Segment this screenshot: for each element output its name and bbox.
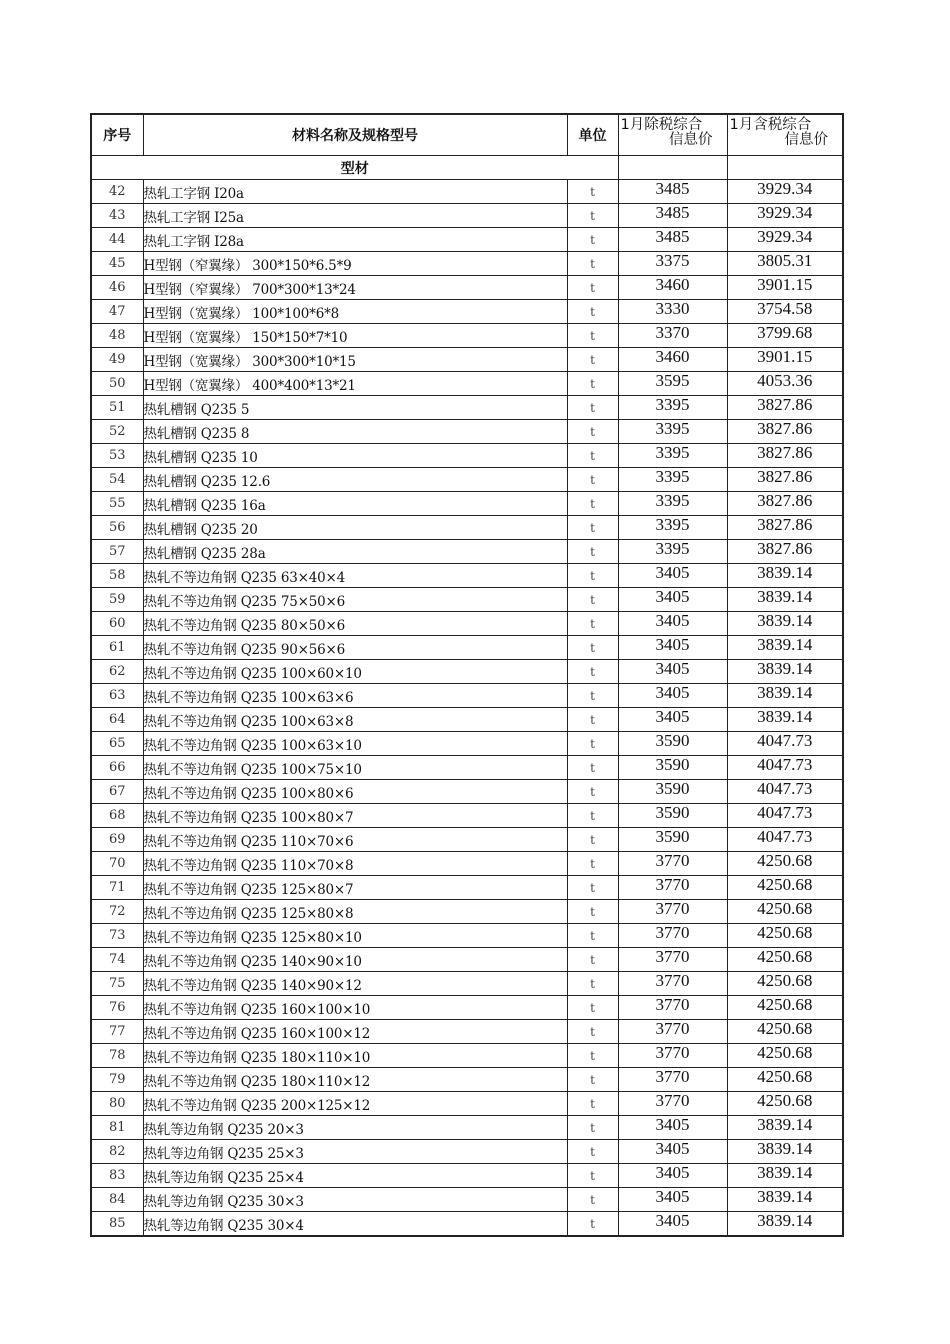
table-row — [91, 444, 843, 468]
row-no: 54 — [91, 468, 143, 492]
row-price-inc-tax: 4047.73 — [727, 828, 843, 852]
row-price-inc-tax: 3901.15 — [727, 276, 843, 300]
row-no: 57 — [91, 540, 143, 564]
row-unit: t — [567, 636, 618, 660]
row-no: 77 — [91, 1020, 143, 1044]
row-price-ex-tax: 3460 — [618, 348, 727, 372]
row-name: 热轧槽钢 Q235 8 — [143, 420, 567, 444]
table-row — [91, 1188, 843, 1212]
row-price-inc-tax: 3839.14 — [727, 588, 843, 612]
row-price-ex-tax: 3395 — [618, 396, 727, 420]
row-price-inc-tax: 3805.31 — [727, 252, 843, 276]
row-price-ex-tax: 3395 — [618, 516, 727, 540]
row-unit: t — [567, 612, 618, 636]
row-price-inc-tax: 4250.68 — [727, 1068, 843, 1092]
table-row — [91, 516, 843, 540]
row-name: 热轧不等边角钢 Q235 125×80×10 — [143, 924, 567, 948]
row-unit: t — [567, 948, 618, 972]
row-price-inc-tax: 4250.68 — [727, 1092, 843, 1116]
row-unit: t — [567, 900, 618, 924]
table-row — [91, 300, 843, 324]
table-row — [91, 588, 843, 612]
row-price-ex-tax: 3395 — [618, 420, 727, 444]
row-price-inc-tax: 3839.14 — [727, 564, 843, 588]
row-price-inc-tax: 3827.86 — [727, 396, 843, 420]
row-name: 热轧等边角钢 Q235 30×3 — [143, 1188, 567, 1212]
table-row — [91, 1212, 843, 1237]
row-unit: t — [567, 228, 618, 252]
row-name: H型钢（宽翼缘） 400*400*13*21 — [143, 372, 567, 396]
row-no: 80 — [91, 1092, 143, 1116]
row-no: 42 — [91, 180, 143, 204]
row-name: 热轧不等边角钢 Q235 160×100×12 — [143, 1020, 567, 1044]
row-price-ex-tax: 3485 — [618, 204, 727, 228]
row-name: 热轧不等边角钢 Q235 180×110×12 — [143, 1068, 567, 1092]
row-unit: t — [567, 348, 618, 372]
row-unit: t — [567, 180, 618, 204]
row-price-ex-tax: 3590 — [618, 828, 727, 852]
row-price-inc-tax: 3839.14 — [727, 636, 843, 660]
row-price-inc-tax: 3929.34 — [727, 228, 843, 252]
table-row — [91, 468, 843, 492]
row-price-ex-tax: 3395 — [618, 444, 727, 468]
row-price-inc-tax: 3827.86 — [727, 540, 843, 564]
row-no: 46 — [91, 276, 143, 300]
row-name: 热轧不等边角钢 Q235 100×80×7 — [143, 804, 567, 828]
row-price-inc-tax: 3901.15 — [727, 348, 843, 372]
row-price-ex-tax: 3485 — [618, 228, 727, 252]
row-no: 50 — [91, 372, 143, 396]
row-price-ex-tax: 3405 — [618, 588, 727, 612]
section-empty-cell — [727, 156, 843, 180]
row-price-inc-tax: 3839.14 — [727, 1116, 843, 1140]
row-price-inc-tax: 3827.86 — [727, 492, 843, 516]
row-name: 热轧等边角钢 Q235 30×4 — [143, 1212, 567, 1237]
row-unit: t — [567, 444, 618, 468]
row-name: 热轧不等边角钢 Q235 63×40×4 — [143, 564, 567, 588]
row-name: 热轧槽钢 Q235 20 — [143, 516, 567, 540]
row-price-inc-tax: 3839.14 — [727, 708, 843, 732]
row-price-ex-tax: 3770 — [618, 1092, 727, 1116]
row-price-ex-tax: 3485 — [618, 180, 727, 204]
table-row — [91, 972, 843, 996]
table-row — [91, 1020, 843, 1044]
row-unit: t — [567, 468, 618, 492]
row-price-inc-tax: 4047.73 — [727, 732, 843, 756]
header-price-ex-tax-line1: 1月除税综合 — [620, 117, 703, 133]
row-unit: t — [567, 252, 618, 276]
section-row — [91, 156, 843, 180]
header-price-inc-tax-line1: 1月含税综合 — [729, 117, 812, 133]
row-price-ex-tax: 3395 — [618, 540, 727, 564]
row-unit: t — [567, 708, 618, 732]
row-price-inc-tax: 3754.58 — [727, 300, 843, 324]
row-no: 79 — [91, 1068, 143, 1092]
table-row — [91, 1140, 843, 1164]
row-name: 热轧不等边角钢 Q235 75×50×6 — [143, 588, 567, 612]
row-price-ex-tax: 3770 — [618, 996, 727, 1020]
row-price-ex-tax: 3770 — [618, 1068, 727, 1092]
row-price-ex-tax: 3405 — [618, 660, 727, 684]
row-no: 65 — [91, 732, 143, 756]
row-unit: t — [567, 876, 618, 900]
row-price-ex-tax: 3405 — [618, 708, 727, 732]
row-no: 67 — [91, 780, 143, 804]
row-name: 热轧不等边角钢 Q235 100×60×10 — [143, 660, 567, 684]
row-unit: t — [567, 1020, 618, 1044]
table-row — [91, 612, 843, 636]
row-price-inc-tax: 4250.68 — [727, 876, 843, 900]
row-unit: t — [567, 564, 618, 588]
row-price-ex-tax: 3395 — [618, 492, 727, 516]
row-name: H型钢（宽翼缘） 100*100*6*8 — [143, 300, 567, 324]
row-no: 85 — [91, 1212, 143, 1237]
row-name: H型钢（宽翼缘） 150*150*7*10 — [143, 324, 567, 348]
row-price-inc-tax: 3827.86 — [727, 516, 843, 540]
row-no: 66 — [91, 756, 143, 780]
row-price-ex-tax: 3405 — [618, 1188, 727, 1212]
table-row — [91, 372, 843, 396]
row-price-ex-tax: 3590 — [618, 756, 727, 780]
row-unit: t — [567, 1092, 618, 1116]
row-no: 60 — [91, 612, 143, 636]
header-name: 材料名称及规格型号 — [143, 114, 567, 156]
row-price-inc-tax: 3839.14 — [727, 1188, 843, 1212]
row-price-ex-tax: 3405 — [618, 684, 727, 708]
row-price-ex-tax: 3770 — [618, 924, 727, 948]
row-name: 热轧工字钢 I25a — [143, 204, 567, 228]
row-no: 52 — [91, 420, 143, 444]
row-no: 61 — [91, 636, 143, 660]
table-row — [91, 204, 843, 228]
row-no: 51 — [91, 396, 143, 420]
row-no: 64 — [91, 708, 143, 732]
row-price-inc-tax: 4250.68 — [727, 900, 843, 924]
header-price-ex-tax — [618, 114, 727, 156]
row-price-inc-tax: 3799.68 — [727, 324, 843, 348]
row-price-ex-tax: 3770 — [618, 876, 727, 900]
row-unit: t — [567, 1164, 618, 1188]
header-no: 序号 — [91, 114, 143, 156]
row-name: 热轧不等边角钢 Q235 125×80×7 — [143, 876, 567, 900]
row-name: 热轧槽钢 Q235 12.6 — [143, 468, 567, 492]
row-price-ex-tax: 3370 — [618, 324, 727, 348]
row-price-ex-tax: 3405 — [618, 1164, 727, 1188]
row-price-ex-tax: 3590 — [618, 804, 727, 828]
row-unit: t — [567, 996, 618, 1020]
table-row — [91, 540, 843, 564]
row-name: 热轧不等边角钢 Q235 100×75×10 — [143, 756, 567, 780]
row-unit: t — [567, 684, 618, 708]
header-unit: 单位 — [567, 114, 618, 156]
row-unit: t — [567, 516, 618, 540]
row-price-ex-tax: 3770 — [618, 948, 727, 972]
row-no: 63 — [91, 684, 143, 708]
row-unit: t — [567, 300, 618, 324]
table-row — [91, 660, 843, 684]
row-no: 49 — [91, 348, 143, 372]
header-price-inc-tax-line2: 信息价 — [784, 132, 828, 148]
row-unit: t — [567, 1212, 618, 1237]
section-title: 型材 — [91, 156, 618, 180]
row-no: 58 — [91, 564, 143, 588]
row-no: 81 — [91, 1116, 143, 1140]
row-no: 73 — [91, 924, 143, 948]
row-unit: t — [567, 852, 618, 876]
row-no: 74 — [91, 948, 143, 972]
price-table — [90, 113, 844, 1237]
row-unit: t — [567, 396, 618, 420]
row-price-ex-tax: 3770 — [618, 1020, 727, 1044]
table-row — [91, 348, 843, 372]
table-row — [91, 1092, 843, 1116]
row-price-inc-tax: 3839.14 — [727, 1140, 843, 1164]
row-name: 热轧槽钢 Q235 28a — [143, 540, 567, 564]
table-row — [91, 828, 843, 852]
row-price-inc-tax: 4250.68 — [727, 1044, 843, 1068]
header-row — [91, 114, 843, 156]
row-name: 热轧不等边角钢 Q235 100×63×10 — [143, 732, 567, 756]
row-price-ex-tax: 3405 — [618, 612, 727, 636]
table-row — [91, 1116, 843, 1140]
row-price-inc-tax: 4250.68 — [727, 996, 843, 1020]
row-price-inc-tax: 4053.36 — [727, 372, 843, 396]
row-unit: t — [567, 780, 618, 804]
table-row — [91, 708, 843, 732]
row-unit: t — [567, 324, 618, 348]
row-no: 44 — [91, 228, 143, 252]
row-price-ex-tax: 3770 — [618, 972, 727, 996]
table-row — [91, 564, 843, 588]
row-price-ex-tax: 3405 — [618, 1116, 727, 1140]
row-price-inc-tax: 4250.68 — [727, 1020, 843, 1044]
row-name: 热轧不等边角钢 Q235 125×80×8 — [143, 900, 567, 924]
row-no: 47 — [91, 300, 143, 324]
row-unit: t — [567, 1068, 618, 1092]
table-row — [91, 852, 843, 876]
row-no: 76 — [91, 996, 143, 1020]
table-row — [91, 804, 843, 828]
row-price-ex-tax: 3405 — [618, 1212, 727, 1237]
table-row — [91, 780, 843, 804]
table-row — [91, 732, 843, 756]
row-name: H型钢（窄翼缘） 300*150*6.5*9 — [143, 252, 567, 276]
row-price-ex-tax: 3590 — [618, 732, 727, 756]
row-price-ex-tax: 3375 — [618, 252, 727, 276]
row-name: 热轧等边角钢 Q235 25×3 — [143, 1140, 567, 1164]
row-price-ex-tax: 3405 — [618, 564, 727, 588]
row-unit: t — [567, 1140, 618, 1164]
row-name: 热轧不等边角钢 Q235 140×90×12 — [143, 972, 567, 996]
row-name: 热轧不等边角钢 Q235 180×110×10 — [143, 1044, 567, 1068]
row-name: 热轧等边角钢 Q235 20×3 — [143, 1116, 567, 1140]
table-row — [91, 996, 843, 1020]
row-price-inc-tax: 4047.73 — [727, 804, 843, 828]
table-row — [91, 252, 843, 276]
table-row — [91, 1068, 843, 1092]
row-price-inc-tax: 4250.68 — [727, 972, 843, 996]
row-no: 71 — [91, 876, 143, 900]
row-name: 热轧工字钢 I20a — [143, 180, 567, 204]
row-price-inc-tax: 4047.73 — [727, 780, 843, 804]
row-name: 热轧不等边角钢 Q235 110×70×8 — [143, 852, 567, 876]
row-name: 热轧不等边角钢 Q235 140×90×10 — [143, 948, 567, 972]
row-price-inc-tax: 4047.73 — [727, 756, 843, 780]
table-row — [91, 1164, 843, 1188]
row-name: 热轧槽钢 Q235 5 — [143, 396, 567, 420]
row-name: 热轧工字钢 I28a — [143, 228, 567, 252]
row-no: 75 — [91, 972, 143, 996]
header-price-ex-tax-line2: 信息价 — [669, 132, 713, 148]
table-row — [91, 324, 843, 348]
row-no: 68 — [91, 804, 143, 828]
row-price-ex-tax: 3770 — [618, 852, 727, 876]
table-row — [91, 636, 843, 660]
row-name: 热轧不等边角钢 Q235 80×50×6 — [143, 612, 567, 636]
row-unit: t — [567, 804, 618, 828]
row-name: 热轧不等边角钢 Q235 200×125×12 — [143, 1092, 567, 1116]
header-price-inc-tax — [727, 114, 843, 156]
table-row — [91, 924, 843, 948]
row-price-ex-tax: 3460 — [618, 276, 727, 300]
row-price-ex-tax: 3395 — [618, 468, 727, 492]
row-no: 70 — [91, 852, 143, 876]
row-no: 83 — [91, 1164, 143, 1188]
row-unit: t — [567, 540, 618, 564]
row-no: 55 — [91, 492, 143, 516]
row-price-inc-tax: 3839.14 — [727, 1212, 843, 1237]
row-price-ex-tax: 3405 — [618, 636, 727, 660]
row-unit: t — [567, 1188, 618, 1212]
row-name: 热轧不等边角钢 Q235 100×80×6 — [143, 780, 567, 804]
row-name: 热轧不等边角钢 Q235 90×56×6 — [143, 636, 567, 660]
row-unit: t — [567, 660, 618, 684]
row-unit: t — [567, 732, 618, 756]
row-no: 48 — [91, 324, 143, 348]
table-row — [91, 1044, 843, 1068]
row-price-inc-tax: 3839.14 — [727, 1164, 843, 1188]
row-name: H型钢（宽翼缘） 300*300*10*15 — [143, 348, 567, 372]
row-price-inc-tax: 4250.68 — [727, 852, 843, 876]
row-no: 56 — [91, 516, 143, 540]
row-price-ex-tax: 3770 — [618, 900, 727, 924]
row-unit: t — [567, 372, 618, 396]
row-name: 热轧槽钢 Q235 16a — [143, 492, 567, 516]
row-no: 53 — [91, 444, 143, 468]
row-name: 热轧槽钢 Q235 10 — [143, 444, 567, 468]
row-no: 69 — [91, 828, 143, 852]
row-no: 59 — [91, 588, 143, 612]
row-price-inc-tax: 3827.86 — [727, 420, 843, 444]
section-empty-cell — [618, 156, 727, 180]
row-price-ex-tax: 3330 — [618, 300, 727, 324]
row-unit: t — [567, 924, 618, 948]
row-name: H型钢（窄翼缘） 700*300*13*24 — [143, 276, 567, 300]
row-price-ex-tax: 3770 — [618, 1044, 727, 1068]
row-price-inc-tax: 4250.68 — [727, 924, 843, 948]
row-name: 热轧不等边角钢 Q235 160×100×10 — [143, 996, 567, 1020]
row-name: 热轧不等边角钢 Q235 100×63×6 — [143, 684, 567, 708]
row-unit: t — [567, 492, 618, 516]
row-price-inc-tax: 3839.14 — [727, 612, 843, 636]
row-name: 热轧不等边角钢 Q235 110×70×6 — [143, 828, 567, 852]
row-no: 72 — [91, 900, 143, 924]
row-no: 84 — [91, 1188, 143, 1212]
row-price-inc-tax: 3839.14 — [727, 660, 843, 684]
row-name: 热轧不等边角钢 Q235 100×63×8 — [143, 708, 567, 732]
row-no: 43 — [91, 204, 143, 228]
table-row — [91, 756, 843, 780]
table-row — [91, 180, 843, 204]
row-price-inc-tax: 3929.34 — [727, 204, 843, 228]
row-price-inc-tax: 3827.86 — [727, 444, 843, 468]
row-price-ex-tax: 3590 — [618, 780, 727, 804]
row-price-ex-tax: 3595 — [618, 372, 727, 396]
row-no: 82 — [91, 1140, 143, 1164]
row-unit: t — [567, 756, 618, 780]
row-price-inc-tax: 3839.14 — [727, 684, 843, 708]
row-unit: t — [567, 828, 618, 852]
table-row — [91, 492, 843, 516]
row-no: 45 — [91, 252, 143, 276]
row-unit: t — [567, 588, 618, 612]
row-no: 62 — [91, 660, 143, 684]
row-unit: t — [567, 276, 618, 300]
row-unit: t — [567, 204, 618, 228]
row-unit: t — [567, 1044, 618, 1068]
table-row — [91, 276, 843, 300]
table-row — [91, 948, 843, 972]
row-price-inc-tax: 3929.34 — [727, 180, 843, 204]
row-no: 78 — [91, 1044, 143, 1068]
row-unit: t — [567, 972, 618, 996]
row-price-inc-tax: 3827.86 — [727, 468, 843, 492]
table-row — [91, 684, 843, 708]
row-price-inc-tax: 4250.68 — [727, 948, 843, 972]
table-row — [91, 396, 843, 420]
row-unit: t — [567, 1116, 618, 1140]
row-unit: t — [567, 420, 618, 444]
row-price-ex-tax: 3405 — [618, 1140, 727, 1164]
row-name: 热轧等边角钢 Q235 25×4 — [143, 1164, 567, 1188]
table-row — [91, 420, 843, 444]
table-row — [91, 876, 843, 900]
table-row — [91, 900, 843, 924]
table-row — [91, 228, 843, 252]
